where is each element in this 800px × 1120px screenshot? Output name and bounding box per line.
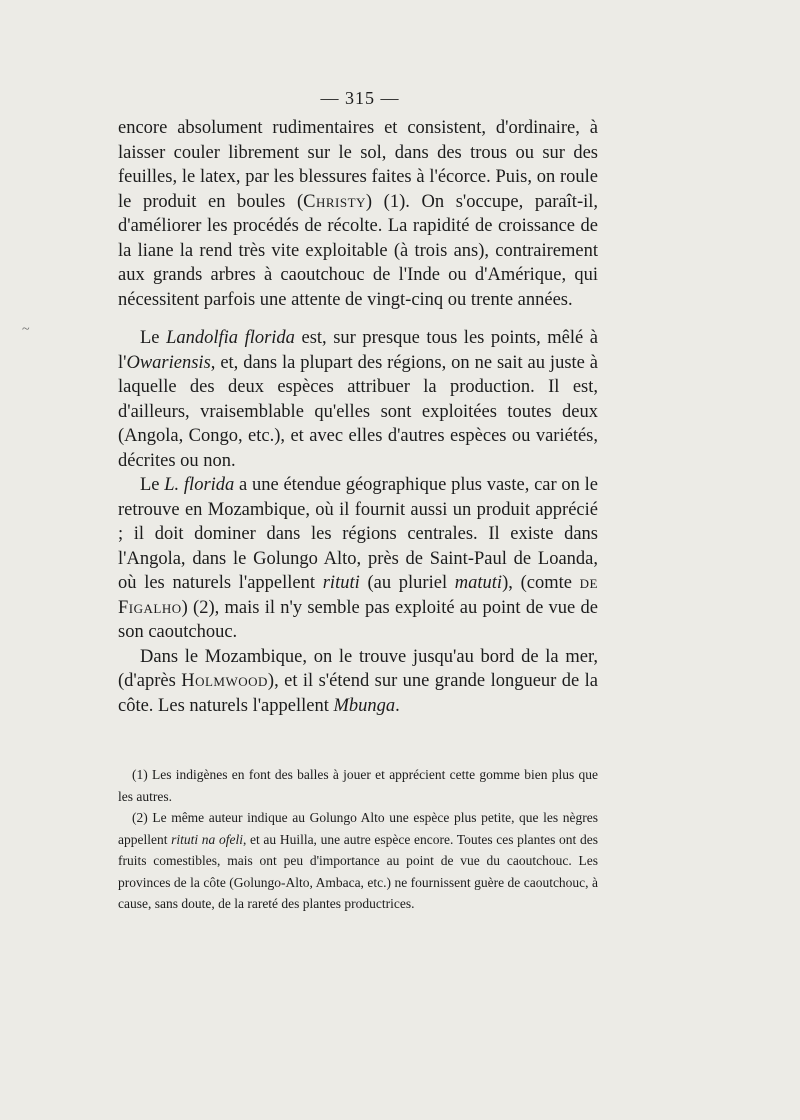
text-run: ) (2), mais il n'y semble pas exploité au point de vue de son caoutchouc.	[118, 597, 598, 642]
text-run: Le	[140, 475, 165, 495]
species-name: Owariensis	[126, 352, 211, 373]
text-run: ), et il s'étend sur une grande longueur de la côte. Les naturels l'appellent	[118, 671, 598, 716]
author-name: de Figalho	[118, 573, 598, 618]
local-name: Mbunga	[333, 695, 396, 716]
text-run: , et, dans la plupart des régions, on ne sait au juste à laquelle des deux espèces attribuer la production. Il est, d'ailleurs, vraisemblable qu'elles sont exploitées toutes deux (Angola, Congo, etc.), et avec elles d'autres espèces ou variétés, décrites ou non.	[118, 352, 598, 471]
species-name: L. florida	[164, 475, 235, 495]
paragraph-4	[118, 645, 598, 719]
paragraph-2	[118, 326, 598, 473]
paragraph-1	[118, 116, 598, 312]
body-text	[118, 116, 598, 718]
local-name: rituti na ofeli	[171, 831, 243, 847]
text-run: .	[395, 695, 400, 716]
local-name: matuti	[454, 573, 503, 593]
species-name: Landolfia florida	[166, 328, 295, 348]
text-run: ), (comte	[502, 573, 580, 593]
text-run: Le	[140, 328, 167, 348]
text-run: (2) Le même auteur indique au Golungo Alto une espèce plus petite, que les nègres appellent	[118, 810, 598, 847]
margin-mark: ~	[22, 322, 30, 337]
text-run: a une étendue géographique plus vaste, car on le retrouve en Mozambique, où il fournit aussi un produit apprécié ; il doit dominer dans les régions centrales. Il existe dans l'Angola, dans le Golungo Alto, près de Saint-Paul de Loanda, où les naturels l'appellent	[118, 475, 598, 593]
text-run: (au pluriel	[359, 573, 455, 593]
page-number: — 315 —	[320, 88, 400, 108]
text-run: est, sur presque tous les points, mêlé à l'	[118, 328, 599, 373]
author-name: Holmwood	[181, 671, 268, 691]
text-run: encore absolument rudimentaires et consistent, d'ordinaire, à laisser couler librement sur le sol, dans des trous ou sur des feuilles, le latex, par les blessures faites à l'écorce. Puis, on roule le produit en boules (	[118, 118, 598, 212]
text-run: , et au Huilla, une autre espèce encore. Toutes ces plantes ont des fruits comestibles, mais ont peu d'importance au point de vue du caoutchouc. Les provinces de la côte (Golungo-Alto, Ambaca, etc.) ne fournissent guère de caoutchouc, à cause, sans doute, de la rareté des plantes productrices.	[118, 831, 598, 911]
text-run: ) (1). On s'occupe, paraît-il, d'améliorer les procédés de récolte. La rapidité de croissance de la liane la rend très vite exploitable (à trois ans), contrairement aux grands arbres à caoutchouc de l'Inde ou d'Amérique, qui nécessitent parfois une attente de vingt-cinq ou trente années.	[118, 191, 599, 310]
footnote-1: (1) Les indigènes en font des balles à jouer et apprécient cette gomme bien plus que les autres.	[118, 767, 598, 804]
footnotes	[118, 764, 598, 915]
paragraph-3	[118, 473, 598, 645]
local-name: rituti	[322, 573, 360, 593]
author-name: Christy	[303, 191, 366, 212]
footnote-2	[118, 807, 598, 915]
text-run: Dans le Mozambique, on le trouve jusqu'au bord de la mer, (d'après	[118, 646, 598, 691]
